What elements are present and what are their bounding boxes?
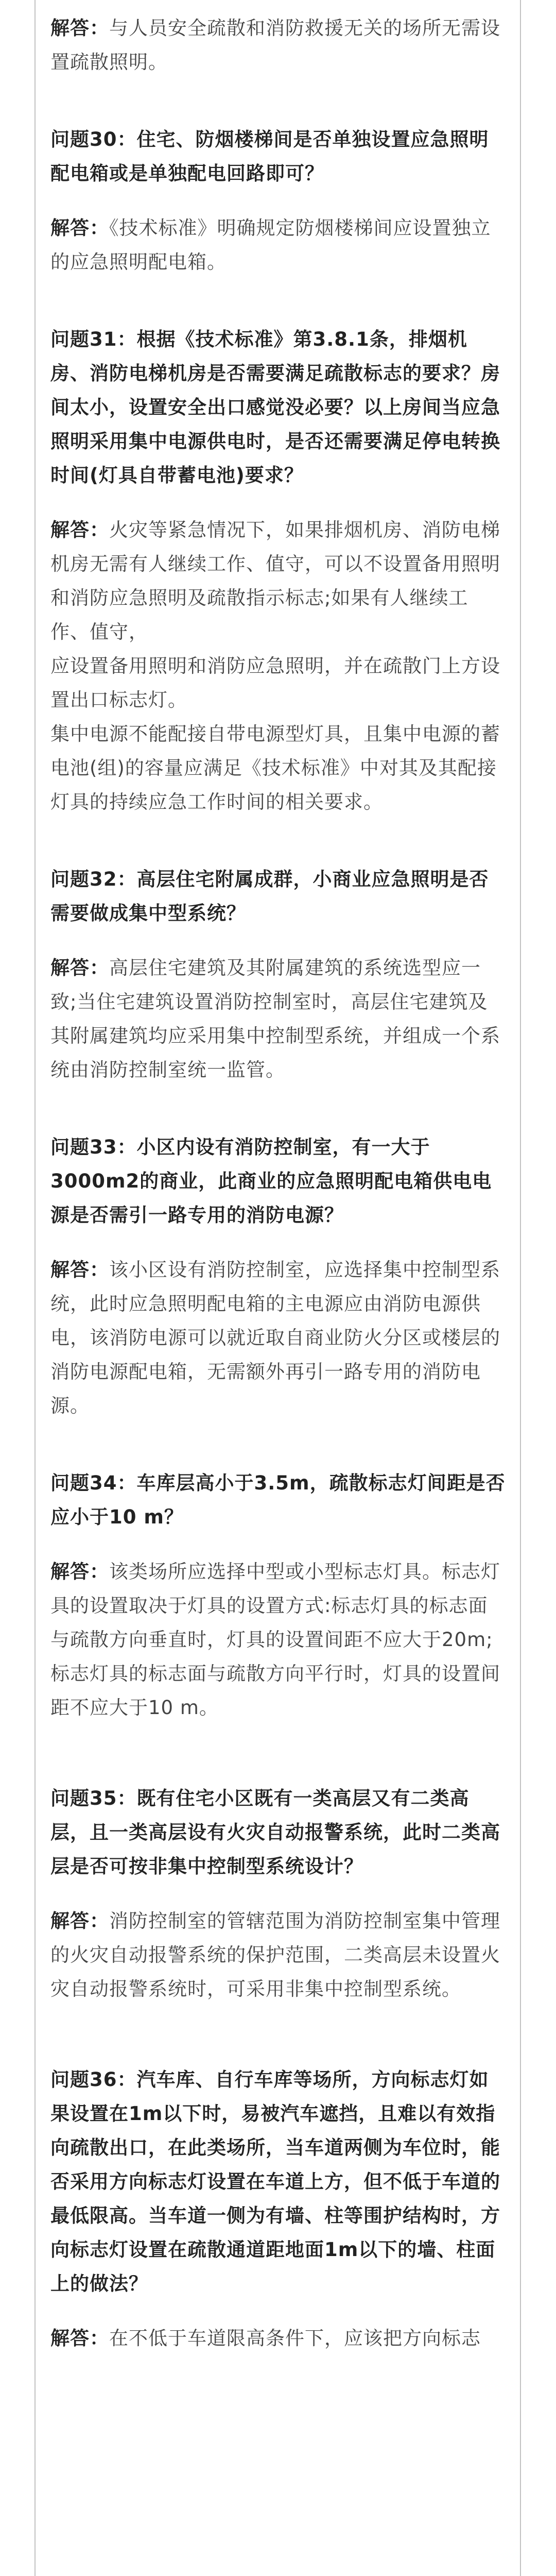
answer-text: 消防控制室的管辖范围为消防控制室集中管理的火灾自动报警系统的保护范围，二类高层未设置火灾自动报警系统时，可采用非集中控制型系统。 (50, 1910, 500, 2000)
faq-item-29-tail (50, 11, 506, 79)
question-36: 问题36：汽车库、自行车库等场所，方向标志灯如果设置在1m以下时，易被汽车遮挡，且难以有效指向疏散出口，在此类场所，当车道两侧为车位时，能否采用方向标志灯设置在车道上方，但不低于车道的最低限高。当车道一侧为有墙、柱等围护结构时，方向标志灯设置在疏散通道距地面1m以下的墙、柱面上的做法？ (50, 2069, 500, 2295)
faq-item-36 (50, 2063, 506, 2355)
answer-label: 解答： (50, 217, 109, 239)
question-30: 问题30：住宅、防烟楼梯间是否单独设置应急照明配电箱或是单独配电回路即可？ (50, 128, 489, 184)
answer-31 (50, 513, 506, 819)
answer-text: 高层住宅建筑及其附属建筑的系统选型应一致;当住宅建筑设置消防控制室时，高层住宅建筑及其附属建筑均应采用集中控制型系统，并组成一个系统由消防控制室统一监管。 (50, 957, 500, 1081)
faq-item-32 (50, 862, 506, 1087)
answer-text: 该类场所应选择中型或小型标志灯具。标志灯具的设置取决于灯具的设置方式:标志灯具的标志面与疏散方向垂直时，灯具的设置间距不应大于20m;标志灯具的标志面与疏散方向平行时，灯具的设置间距不应大于10 m。 (50, 1561, 500, 1719)
question-31: 问题31：根据《技术标准》第3.8.1条，排烟机房、消防电梯机房是否需要满足疏散标志的要求？房间太小，设置安全出口感觉没必要？以上房间当应急照明采用集中电源供电时，是否还需要满足停电转换时间(灯具自带蓄电池)要求？ (50, 328, 500, 486)
answer-paragraph: 集中电源不能配接自带电源型灯具，且集中电源的蓄电池(组)的容量应满足《技术标准》中对其及其配接灯具的持续应急工作时间的相关要求。 (50, 723, 500, 813)
question-33: 问题33：小区内设有消防控制室，有一大于3000m2的商业，此商业的应急照明配电箱供电电源是否需引一路专用的消防电源？ (50, 1136, 492, 1226)
right-border-line (520, 0, 521, 2576)
faq-item-31 (50, 323, 506, 819)
answer-label: 解答： (50, 17, 109, 39)
answer-35 (50, 1904, 506, 2006)
question-35: 问题35：既有住宅小区既有一类高层又有二类高层，且一类高层设有火灾自动报警系统，此时二类高层是否可按非集中控制型系统设计？ (50, 1787, 500, 1877)
faq-item-35 (50, 1782, 506, 2006)
faq-item-33 (50, 1130, 506, 1423)
question-34: 问题34：车库层高小于3.5m，疏散标志灯间距是否应小于10 m？ (50, 1472, 506, 1528)
answer-34 (50, 1555, 506, 1725)
answer-33 (50, 1253, 506, 1423)
answer-text: 在不低于车道限高条件下，应该把方向标志 (109, 2327, 481, 2349)
answer-text: 该小区设有消防控制室，应选择集中控制型系统，此时应急照明配电箱的主电源应由消防电源供电，该消防电源可以就近取自商业防火分区或楼层的消防电源配电箱，无需额外再引一路专用的消防电源。 (50, 1259, 500, 1417)
answer-text: 火灾等紧急情况下，如果排烟机房、消防电梯机房无需有人继续工作、值守，可以不设置备用照明和消防应急照明及疏散指示标志;如果有人继续工作、值守， (50, 519, 500, 643)
answer-block (50, 11, 506, 79)
answer-paragraph: 应设置备用照明和消防应急照明，并在疏散门上方设置出口标志灯。 (50, 655, 500, 711)
faq-item-34 (50, 1466, 506, 1725)
answer-text: 《技术标准》明确规定防烟楼梯间应设置独立的应急照明配电箱。 (50, 217, 491, 273)
answer-label: 解答： (50, 1259, 109, 1281)
left-border-line (34, 0, 36, 2576)
faq-content (50, 11, 506, 2355)
answer-label: 解答： (50, 1910, 109, 1932)
faq-item-30 (50, 123, 506, 279)
answer-32 (50, 951, 506, 1087)
answer-label: 解答： (50, 957, 109, 979)
answer-label: 解答： (50, 1561, 109, 1583)
answer-label: 解答： (50, 519, 109, 541)
answer-label: 解答： (50, 2327, 109, 2349)
answer-30 (50, 211, 506, 279)
question-32: 问题32：高层住宅附属成群，小商业应急照明是否需要做成集中型系统？ (50, 868, 489, 924)
answer-36 (50, 2321, 506, 2355)
answer-paragraph (50, 513, 506, 649)
answer-text: 与人员安全疏散和消防救援无关的场所无需设置疏散照明。 (50, 17, 500, 73)
